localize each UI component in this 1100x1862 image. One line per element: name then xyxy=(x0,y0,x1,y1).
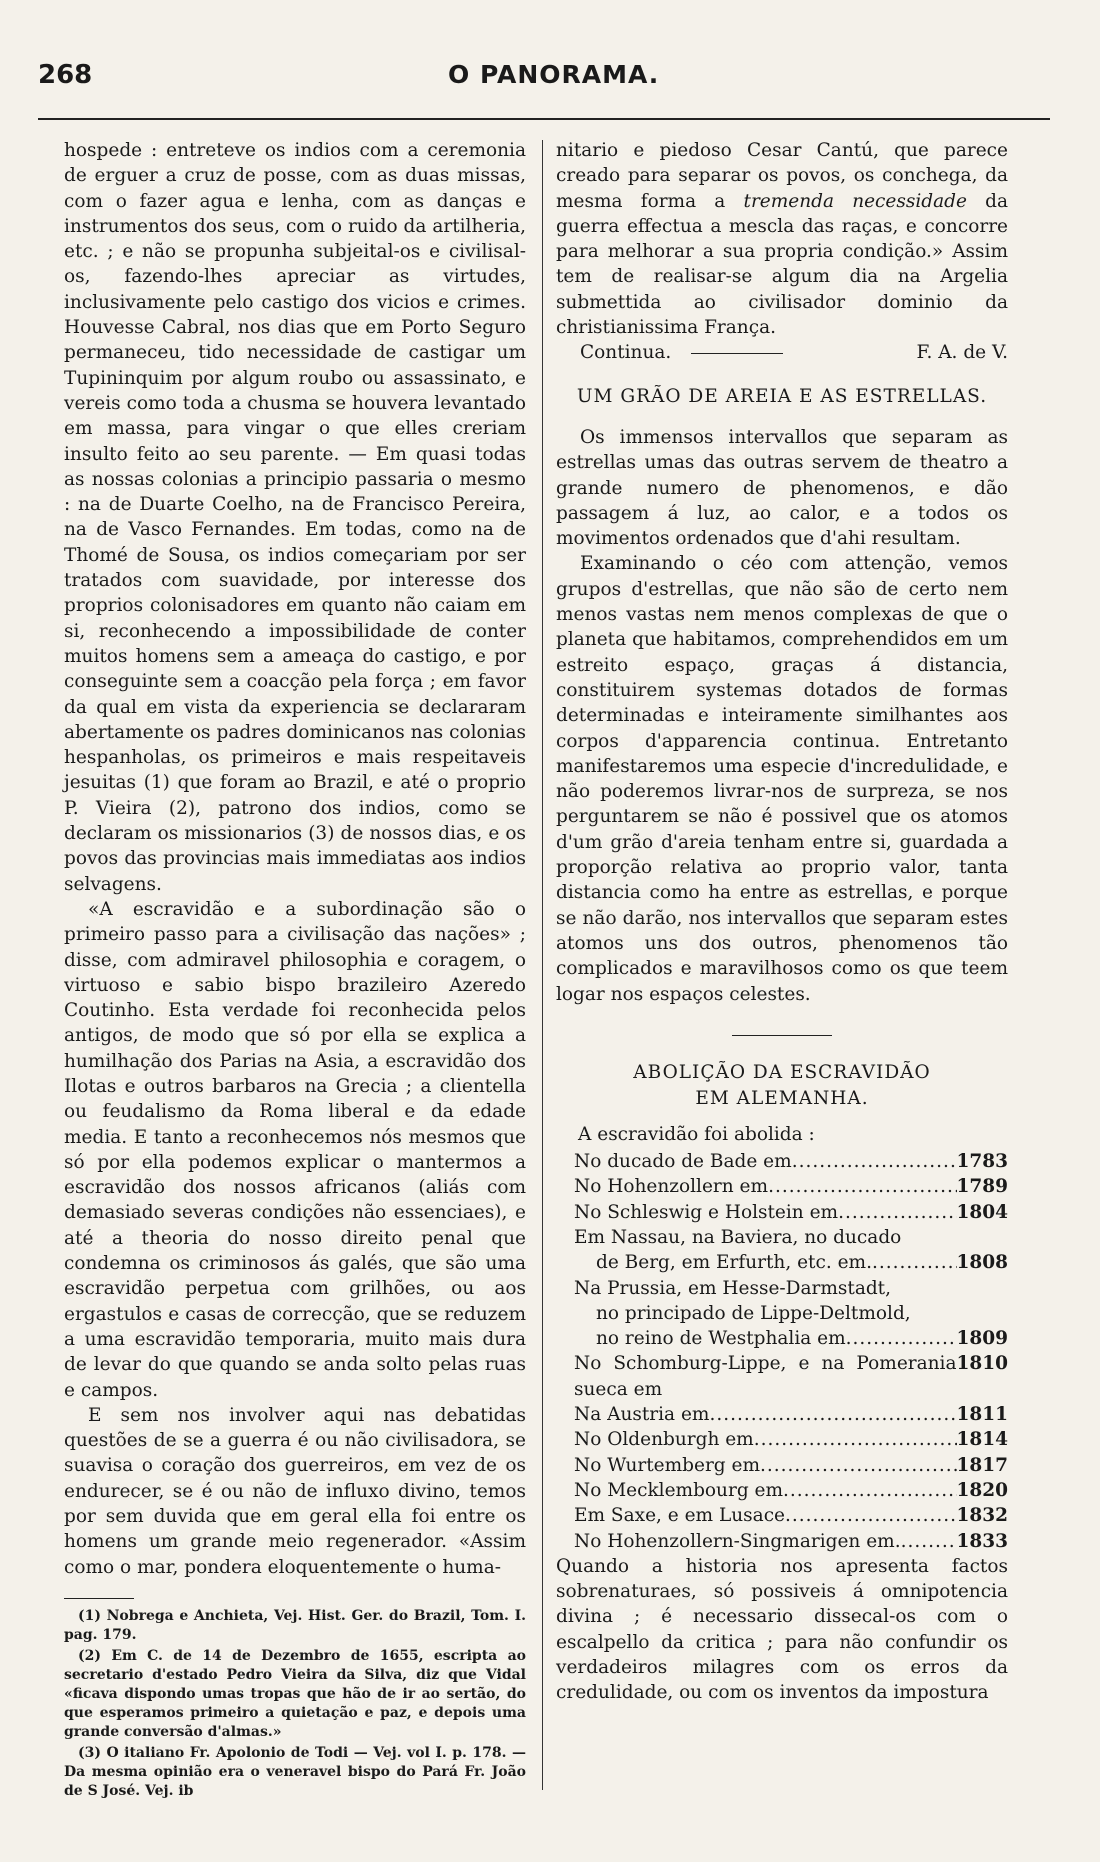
section1-paragraph-1: Os immensos intervallos que separam as estrellas umas das outras servem de theatro a grande numero de phenomenos, e dão passagem á luz, ao calor, e a todos os movimentos ordenados que d'ahi resultam. xyxy=(556,426,1008,550)
list-item: No ducado de Bade em ..... 1783 xyxy=(556,1149,1008,1174)
list-item: Na Austria em ..... 1811 xyxy=(556,1402,1008,1427)
page-header xyxy=(38,60,1048,100)
list-item: No Schleswig e Holstein em ..... 1804 xyxy=(556,1200,1008,1225)
footnote-2: (2) Em C. de 14 de Dezembro de 1655, escripta ao secretario d'estado Pedro Vieira da Silva, diz que Vidal «ficava dispondo umas tropas que hão de ir ao sertão, do que esperamos primeiro a quietação e paz, e depois uma grande conversão d'almas.» xyxy=(64,1647,526,1740)
list-item: No Oldenburgh em ..... 1814 xyxy=(556,1427,1008,1452)
list-item: No Hohenzollern em ..... 1789 xyxy=(556,1174,1008,1199)
left-paragraph-2: «A escravidão e a subordinação são o primeiro passo para a civilisação das nações» ; disse, com admiravel philosophia e coragem, o virtuoso e sabio bispo brazileiro Azeredo Coutinho. Esta verdade foi reconhecida pelos antigos, de modo que só por ella se explica a humilhação dos Parias na Asia, a escravidão dos Ilotas e outros barbaros na Grecia ; a clientella ou feudalismo da Roma liberal e da edade media. E tanto a reconhecemos nós mesmos que só por ella podemos explicar o mantermos a escravidão dos nossos africanos (aliás com demasiado severas condições não essenciaes), e até a theoria do nosso direito penal que condemna os criminosos ás galés, que são uma escravidão perpetua com grilhões, ou aos ergastulos e casas de correcção, que se reduzem a uma escravidão temporaria, muito mais dura de levar do que quando se anda solto pelas ruas e campos. xyxy=(64,898,526,1401)
footnotes xyxy=(64,1607,526,1801)
list-item: No Wurtemberg em ..... 1817 xyxy=(556,1453,1008,1478)
column-divider xyxy=(542,140,543,1790)
section-title-abolicao xyxy=(556,1060,1008,1112)
right-continuation xyxy=(556,138,1008,340)
left-column xyxy=(64,138,526,1803)
list-item: No Hohenzollern-Singmarigen em. ..... 1833 xyxy=(556,1529,1008,1554)
left-paragraph-1: hospede : entreteve os indios com a ceremonia de erguer a cruz de posse, com as duas missas, com o fazer agua e lenha, com as danças e instrumentos dos seus, com o ruido da artilheria, etc. ; e não se propunha subjeital-os e civilisal-os, fazendo-lhes apreciar as virtudes, inclusivamente pelo castigo dos vicios e crimes. Houvesse Cabral, nos dias que em Porto Seguro permaneceu, tido necessidade de castigar um Tupininquim por algum roubo ou assassinato, e vereis como toda a chusma se houvera levantado em massa, para vingar o que elles creriam insulto feito ao seu parente. — Em quasi todas as nossas colonias a principio passaria o mesmo : na de Duarte Coelho, na de Francisco Pereira, na de Vasco Fernandes. Em todas, como na de Thomé de Sousa, os indios começariam por ser tratados com suavidade, por interesse dos proprios colonisadores em quanto não caiam em si, reconhecendo a impossibilidade de conter muitos homens sem a ameaça do castigo, e por conseguinte sem a coacção pela força ; em favor da qual em vista da experiencia se declararam abertamente os padres dominicanos nas colonias hespanholas, os primeiros e mais respeitaveis jesuitas (1) que foram ao Brazil, e até o proprio P. Vieira (2), patrono dos indios, como se declaram os missionarios (3) de nossos dias, e os povos das provincias mais immediatas aos indios selvagens. xyxy=(64,140,526,895)
section-title-line-2: EM ALEMANHA. xyxy=(695,1087,869,1109)
continua-rule xyxy=(691,353,783,354)
section-title-line-1: ABOLIÇÃO DA ESCRAVIDÃO xyxy=(633,1061,931,1083)
continuation-emphasis: tremenda necessidade xyxy=(743,190,967,212)
abolition-list xyxy=(556,1122,1008,1554)
author-signature: F. A. de V. xyxy=(916,342,1008,364)
footnote-3: (3) O italiano Fr. Apolonio de Todi — Vej. vol I. p. 178. — Da mesma opinião era o veneravel bispo do Pará Fr. João de S José. Vej. ib xyxy=(64,1744,526,1799)
author-line xyxy=(556,340,1008,365)
closing-paragraph: Quando a historia nos apresenta factos sobrenaturaes, só possiveis á omnipotencia divina ; é necessario dissecal-os com o escalpello da critica ; para não confundir os verdadeiros milagres com os erros da credulidade, ou com os inventos da impostura xyxy=(556,1555,1008,1704)
running-title: O PANORAMA. xyxy=(448,60,660,89)
continuation-text-2: da guerra effectua a mescla das raças, e concorre para melhorar a sua propria condição.» Assim tem de realisar-se algum dia na Argelia submettida ao civilisador dominio da christianissima França. xyxy=(556,190,1008,339)
list-item: No Mecklembourg em ..... 1820 xyxy=(556,1478,1008,1503)
list-item: Na Prussia, em Hesse-Darmstadt, no principado de Lippe-Deltmold, no reino de Westphalia em ..... 1809 xyxy=(556,1276,1008,1352)
right-column xyxy=(556,138,1008,1706)
continuation-text-1: nitario e piedoso Cesar Cantú, que parece creado para separar os povos, os conchega, da mesma forma a xyxy=(556,140,1008,212)
section-title-grao-de-areia: UM GRÃO DE AREIA E AS ESTRELLAS. xyxy=(576,385,988,407)
section-divider xyxy=(732,1035,832,1036)
footnote-rule xyxy=(64,1598,134,1599)
section1-paragraph-2: Examinando o céo com attenção, vemos grupos d'estrellas, que não são de certo nem menos vastas nem menos complexas de que o planeta que habitamos, comprehendidos em um estreito espaço, graças á distancia, constituirem systemas dotados de formas determinadas e inteiramente similhantes aos corpos d'apparencia continua. Entretanto manifestaremos uma especie d'incredulidade, e não poderemos livrar-nos de surpreza, se nos perguntarem se não é possivel que os atomos d'um grão d'areia tenham entre si, guardada a proporção relativa ao proprio valor, tanta distancia como ha entre as estrellas, e porque se não darão, nos intervallos que separam estes atomos uns dos outros, phenomenos tão complicados e maravilhosos como os que teem logar nos espaços celestes. xyxy=(556,553,1008,1005)
header-rule xyxy=(38,118,1050,120)
page-number: 268 xyxy=(38,60,93,90)
footnote-1: (1) Nobrega e Anchieta, Vej. Hist. Ger. do Brazil, Tom. I. pag. 179. xyxy=(64,1607,526,1643)
list-item: No Schomburg-Lippe, e na Pomerania sueca em 1810 xyxy=(574,1353,1008,1400)
list-item: Em Nassau, na Baviera, no ducado de Berg, em Erfurth, etc. em. ..... 1808 xyxy=(556,1225,1008,1276)
abolition-lead: A escravidão foi abolida : xyxy=(578,1123,815,1145)
continua-label: Continua. xyxy=(580,342,672,364)
left-paragraph-3: E sem nos involver aqui nas debatidas questões de se a guerra é ou não civilisadora, se suavisa o coração dos guerreiros, em vez de os endurecer, se é ou não de influxo divino, temos por sem duvida que em geral ella foi entre os homens um grande meio regenerador. «Assim como o mar, pondera eloquentemente o huma- xyxy=(64,1404,526,1578)
list-item: Em Saxe, e em Lusace ..... 1832 xyxy=(556,1503,1008,1528)
